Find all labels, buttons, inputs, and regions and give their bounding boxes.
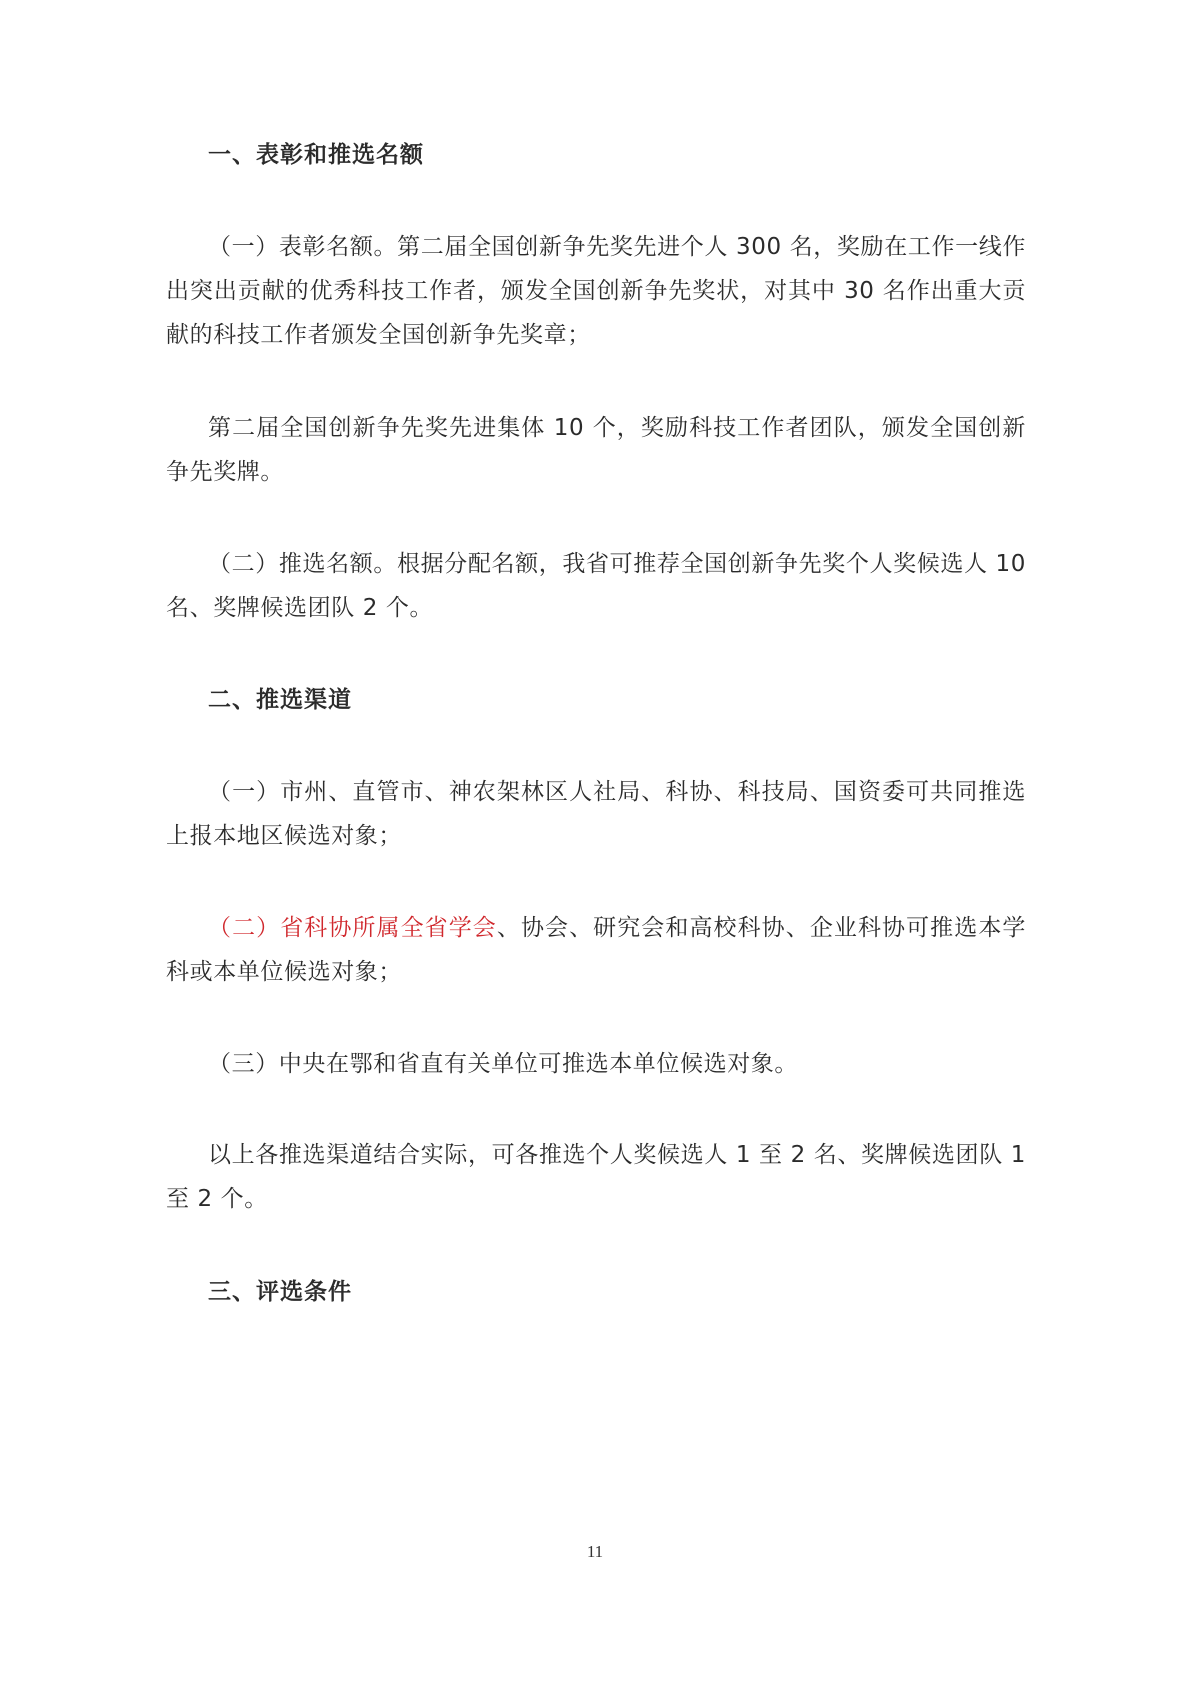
paragraph-collective-awards: 第二届全国创新争先奖先进集体 10 个，奖励科技工作者团队，颁发全国创新争先奖牌。 — [166, 415, 1026, 485]
paragraph-awards-quota: （一）表彰名额。第二届全国创新争先奖先进个人 300 名，奖励在工作一线作出突出贡献的优秀科技工作者，颁发全国创新争先奖状，对其中 30 名作出重大贡献的科技工作者颁发全国创新争先奖章； — [166, 234, 1026, 348]
page-number: 11 — [586, 1542, 604, 1561]
highlighted-text: （二）省科协所属全省学会 — [208, 915, 497, 941]
paragraph-channel-2 — [166, 906, 1026, 994]
section-heading-2: 二、推选渠道 — [208, 687, 352, 713]
paragraph-channel-2-rest: 、协会、研究会和高校科协、企业科协可推选本学科或本单位候选对象； — [166, 915, 1026, 985]
paragraph-recommendation-quota: （二）推选名额。根据分配名额，我省可推荐全国创新争先奖个人奖候选人 10 名、奖牌候选团队 2 个。 — [166, 551, 1026, 621]
section-heading-1: 一、表彰和推选名额 — [208, 142, 424, 168]
section-heading-3: 三、评选条件 — [208, 1279, 352, 1305]
paragraph-channel-summary: 以上各推选渠道结合实际，可各推选个人奖候选人 1 至 2 名、奖牌候选团队 1 至 2 个。 — [166, 1142, 1026, 1212]
paragraph-channel-1: （一）市州、直管市、神农架林区人社局、科协、科技局、国资委可共同推选上报本地区候选对象； — [166, 779, 1026, 849]
paragraph-channel-3: （三）中央在鄂和省直有关单位可推选本单位候选对象。 — [208, 1051, 798, 1077]
